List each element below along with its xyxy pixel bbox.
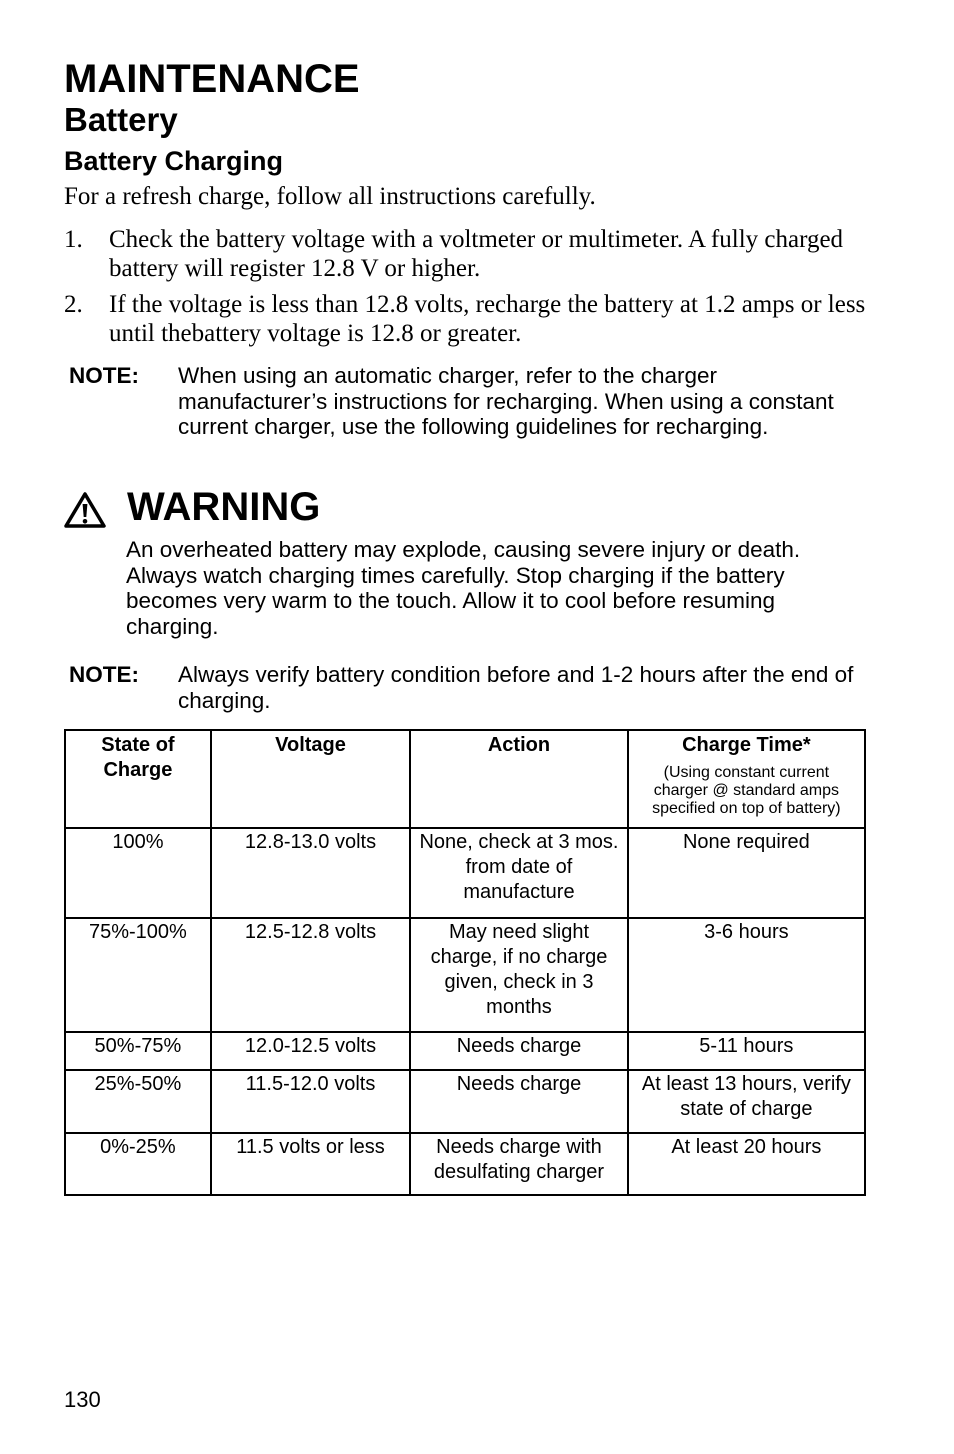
- cell-state: 25%-50%: [65, 1070, 211, 1133]
- cell-voltage: 12.5-12.8 volts: [211, 918, 410, 1032]
- section-title: MAINTENANCE: [64, 57, 360, 101]
- cell-voltage: 11.5 volts or less: [211, 1133, 410, 1195]
- cell-action: Needs charge: [410, 1032, 628, 1070]
- cell-charge-time: None required: [628, 828, 865, 918]
- step-text: Check the battery voltage with a voltmeter or multimeter. A fully charged battery will register 12.8 V or higher.: [109, 226, 844, 282]
- cell-charge-time: At least 13 hours, verify state of charge: [628, 1070, 865, 1133]
- cell-action: Needs charge with desulfating charger: [410, 1133, 628, 1195]
- warning-text: An overheated battery may explode, causing severe injury or death. Always watch charging times carefully. Stop charging if the battery becomes very warm to the touch. Allow it to cool before resuming charging.: [126, 537, 801, 639]
- step-number: 2.: [64, 291, 83, 318]
- cell-action: Needs charge: [410, 1070, 628, 1133]
- warning-triangle-icon: [64, 492, 106, 528]
- cell-voltage: 12.8-13.0 volts: [211, 828, 410, 918]
- battery-charge-table: [64, 729, 866, 1196]
- note-label: NOTE:: [69, 363, 139, 388]
- warning-title: WARNING: [127, 485, 321, 529]
- cell-state: 0%-25%: [65, 1133, 211, 1195]
- header-state-of-charge: State of Charge: [65, 730, 211, 828]
- cell-state: 100%: [65, 828, 211, 918]
- table-row: [65, 1133, 865, 1195]
- table-header-row: [65, 730, 865, 828]
- note-label: NOTE:: [69, 662, 139, 687]
- charge-time-footnote: (Using constant current charger @ standard amps specified on top of battery): [652, 764, 841, 817]
- cell-action: May need slight charge, if no charge given, check in 3 months: [410, 918, 628, 1032]
- topic-title: Battery Charging: [64, 146, 284, 176]
- cell-charge-time: At least 20 hours: [628, 1133, 865, 1195]
- cell-voltage: 12.0-12.5 volts: [211, 1032, 410, 1070]
- cell-voltage: 11.5-12.0 volts: [211, 1070, 410, 1133]
- subsection-title: Battery: [64, 101, 178, 138]
- cell-action: None, check at 3 mos. from date of manufacture: [410, 828, 628, 918]
- cell-state: 50%-75%: [65, 1032, 211, 1070]
- table-row: [65, 828, 865, 918]
- header-charge-time: Charge Time* (Using constant current charger @ standard amps specified on top of battery): [628, 730, 865, 828]
- step-number: 1.: [64, 226, 83, 253]
- page-number: 130: [64, 1387, 101, 1412]
- note-text: Always verify battery condition before and 1-2 hours after the end of charging.: [178, 662, 854, 713]
- step-text: If the voltage is less than 12.8 volts, recharge the battery at 1.2 amps or less until thebattery voltage is 12.8 or greater.: [109, 291, 866, 347]
- table-row: [65, 918, 865, 1032]
- cell-state: 75%-100%: [65, 918, 211, 1032]
- table-row: [65, 1032, 865, 1070]
- cell-charge-time: 3-6 hours: [628, 918, 865, 1032]
- header-action: Action: [410, 730, 628, 828]
- note-text: When using an automatic charger, refer to the charger manufacturer’s instructions for recharging. When using a constant current charger, use the following guidelines for recharging.: [178, 363, 834, 439]
- cell-charge-time: 5-11 hours: [628, 1032, 865, 1070]
- intro-text: For a refresh charge, follow all instructions carefully.: [64, 183, 596, 210]
- header-voltage: Voltage: [211, 730, 410, 828]
- table-row: [65, 1070, 865, 1133]
